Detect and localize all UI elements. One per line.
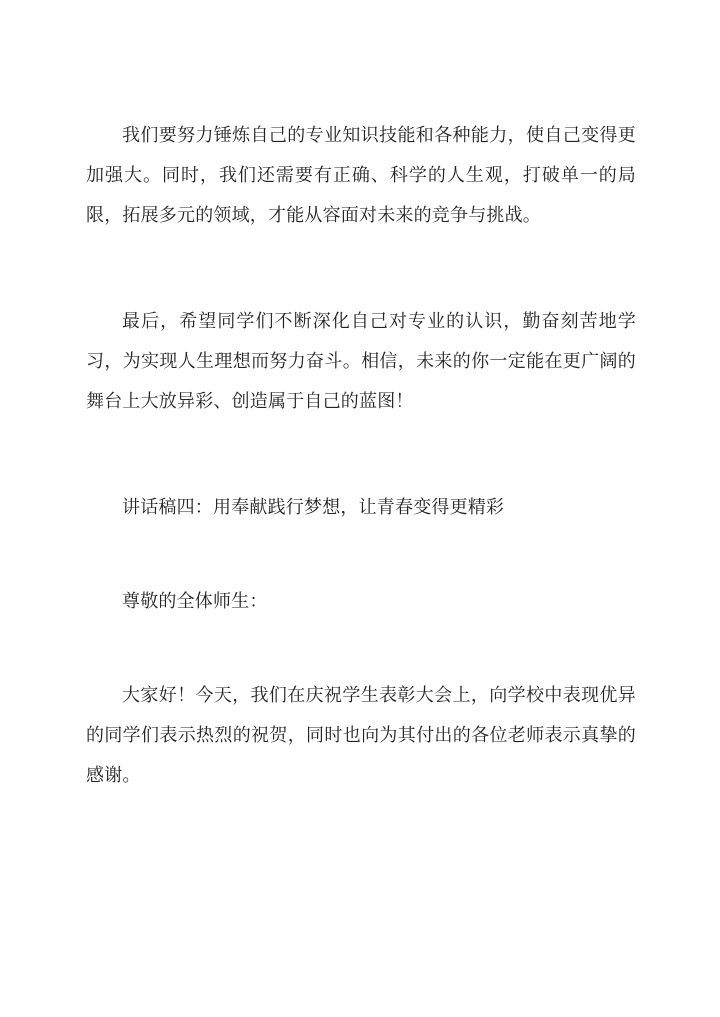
paragraph-skills: 我们要努力锤炼自己的专业知识技能和各种能力，使自己变得更加强大。同时，我们还需要有正确、科学的人生观，打破单一的局限，拓展多元的领域，才能从容面对未来的竞争与挑战。 xyxy=(86,125,636,226)
paragraph-closing-wish: 最后，希望同学们不断深化自己对专业的认识，勤奋刻苦地学习，为实现人生理想而努力奋斗。相信，未来的你一定能在更广阔的舞台上大放异彩、创造属于自己的蓝图！ xyxy=(86,311,636,412)
paragraph-greeting: 大家好！今天，我们在庆祝学生表彰大会上，向学校中表现优异的同学们表示热烈的祝贺，同时也向为其付出的各位老师表示真挚的感谢。 xyxy=(86,685,636,786)
speech-four-title: 讲话稿四：用奉献践行梦想，让青春变得更精彩 xyxy=(122,497,505,518)
salutation: 尊敬的全体师生： xyxy=(122,591,268,612)
